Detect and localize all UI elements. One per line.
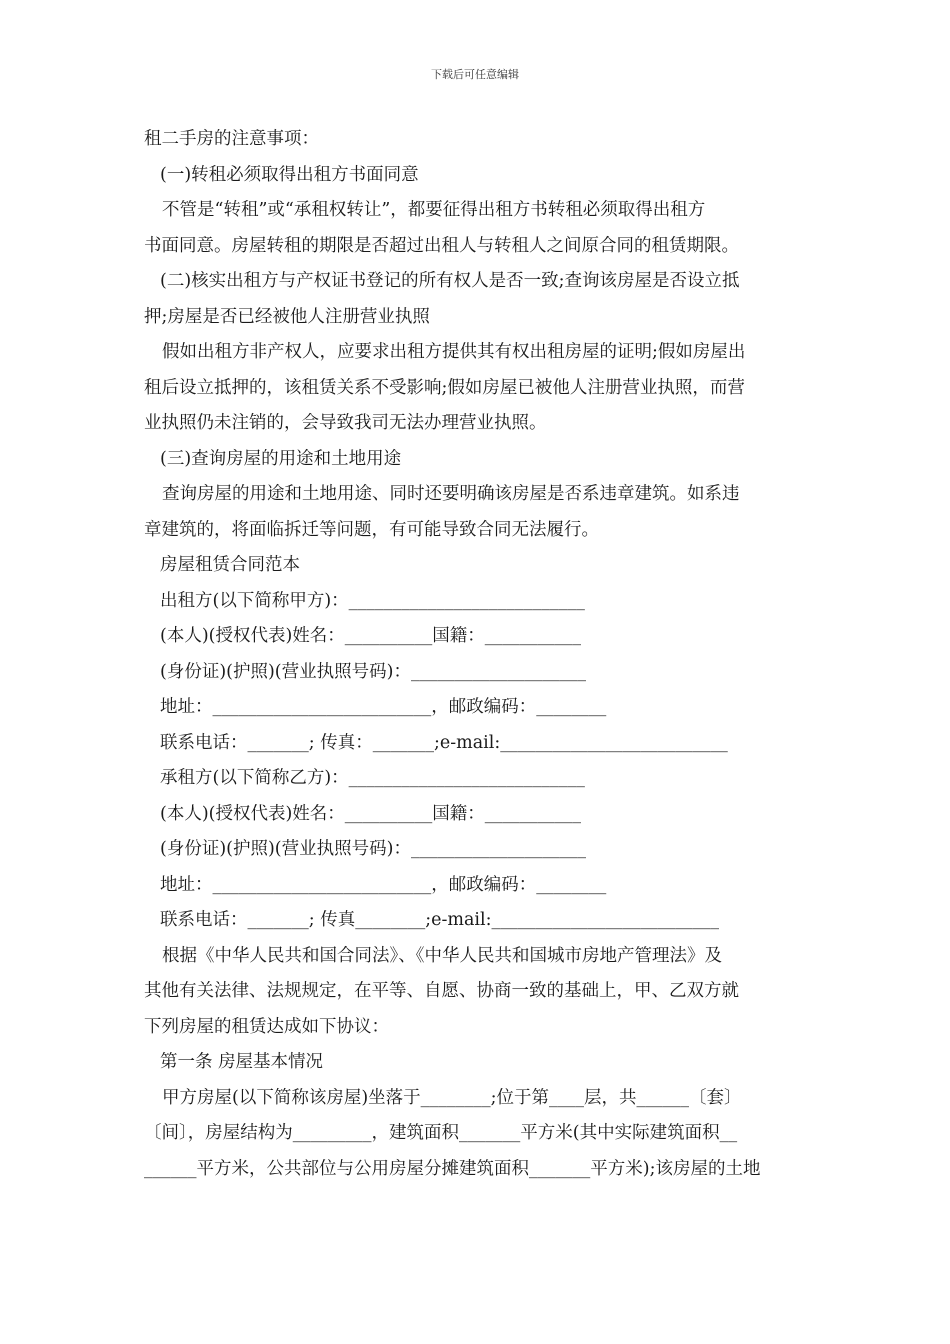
lessor-contact-field: 联系电话：_______; 传真：_______;e-mail:__________________________	[160, 732, 728, 753]
paragraph-line: 〔间〕，房屋结构为_________，建筑面积_______平方米(其中实际建筑面积__	[144, 1123, 738, 1143]
contract-title: 房屋租赁合同范本	[160, 555, 300, 575]
article-1-title: 第一条 房屋基本情况	[160, 1052, 324, 1072]
paragraph-line: 下列房屋的租赁达成如下协议：	[144, 1016, 389, 1037]
paragraph-line: 根据《中华人民共和国合同法》、《中华人民共和国城市房地产管理法》及	[162, 945, 722, 966]
subheading-3: (三)查询房屋的用途和土地用途	[160, 448, 402, 469]
document-body	[144, 122, 808, 1187]
subheading-1: (一)转租必须取得出租方书面同意	[160, 164, 419, 185]
lessee-field: 承租方(以下简称乙方)：___________________________	[160, 768, 585, 788]
lessee-contact-field: 联系电话：_______; 传真________;e-mail:__________________________	[160, 910, 719, 930]
lessee-name-field: (本人)(授权代表)姓名：__________国籍：___________	[160, 803, 582, 824]
page-header: 下载后可任意编辑	[431, 68, 519, 81]
paragraph-line: 章建筑的，将面临拆迁等问题，有可能导致合同无法履行。	[144, 519, 599, 540]
lessor-name-field: (本人)(授权代表)姓名：__________国籍：___________	[160, 626, 582, 646]
paragraph-line: 书面同意。房屋转租的期限是否超过出租人与转租人之间原合同的租赁期限。	[144, 235, 739, 256]
paragraph-line: 其他有关法律、法规规定，在平等、自愿、协商一致的基础上，甲、乙双方就	[144, 981, 739, 1001]
paragraph-line: 假如出租方非产权人，应要求出租方提供其有权出租房屋的证明;假如房屋出	[162, 342, 746, 362]
lessor-address-field: 地址：_________________________，邮政编码：________	[160, 697, 607, 717]
lessor-id-field: (身份证)(护照)(营业执照号码)：____________________	[160, 661, 586, 682]
lessee-id-field: (身份证)(护照)(营业执照号码)：____________________	[160, 839, 586, 859]
subheading-2: (二)核实出租方与产权证书登记的所有权人是否一致;查询该房屋是否设立抵	[160, 271, 740, 291]
paragraph-line: 押;房屋是否已经被他人注册营业执照	[144, 306, 430, 327]
paragraph-line: 业执照仍未注销的，会导致我司无法办理营业执照。	[144, 413, 547, 433]
section-title: 租二手房的注意事项：	[144, 129, 319, 149]
lessor-field: 出租方(以下简称甲方)：___________________________	[160, 590, 585, 611]
lessee-address-field: 地址：_________________________，邮政编码：________	[160, 874, 607, 895]
paragraph-line: 不管是“转租”或“承租权转让”，都要征得出租方书转租必须取得出租方	[162, 200, 706, 220]
paragraph-line: 租后设立抵押的，该租赁关系不受影响;假如房屋已被他人注册营业执照，而营	[144, 377, 745, 398]
paragraph-line: ______平方米，公共部位与公用房屋分摊建筑面积_______平方米);该房屋的土地	[144, 1158, 761, 1179]
paragraph-line: 甲方房屋(以下简称该房屋)坐落于________;位于第____层，共______〔套〕	[162, 1087, 742, 1108]
paragraph-line: 查询房屋的用途和土地用途、同时还要明确该房屋是否系违章建筑。如系违	[162, 484, 740, 504]
